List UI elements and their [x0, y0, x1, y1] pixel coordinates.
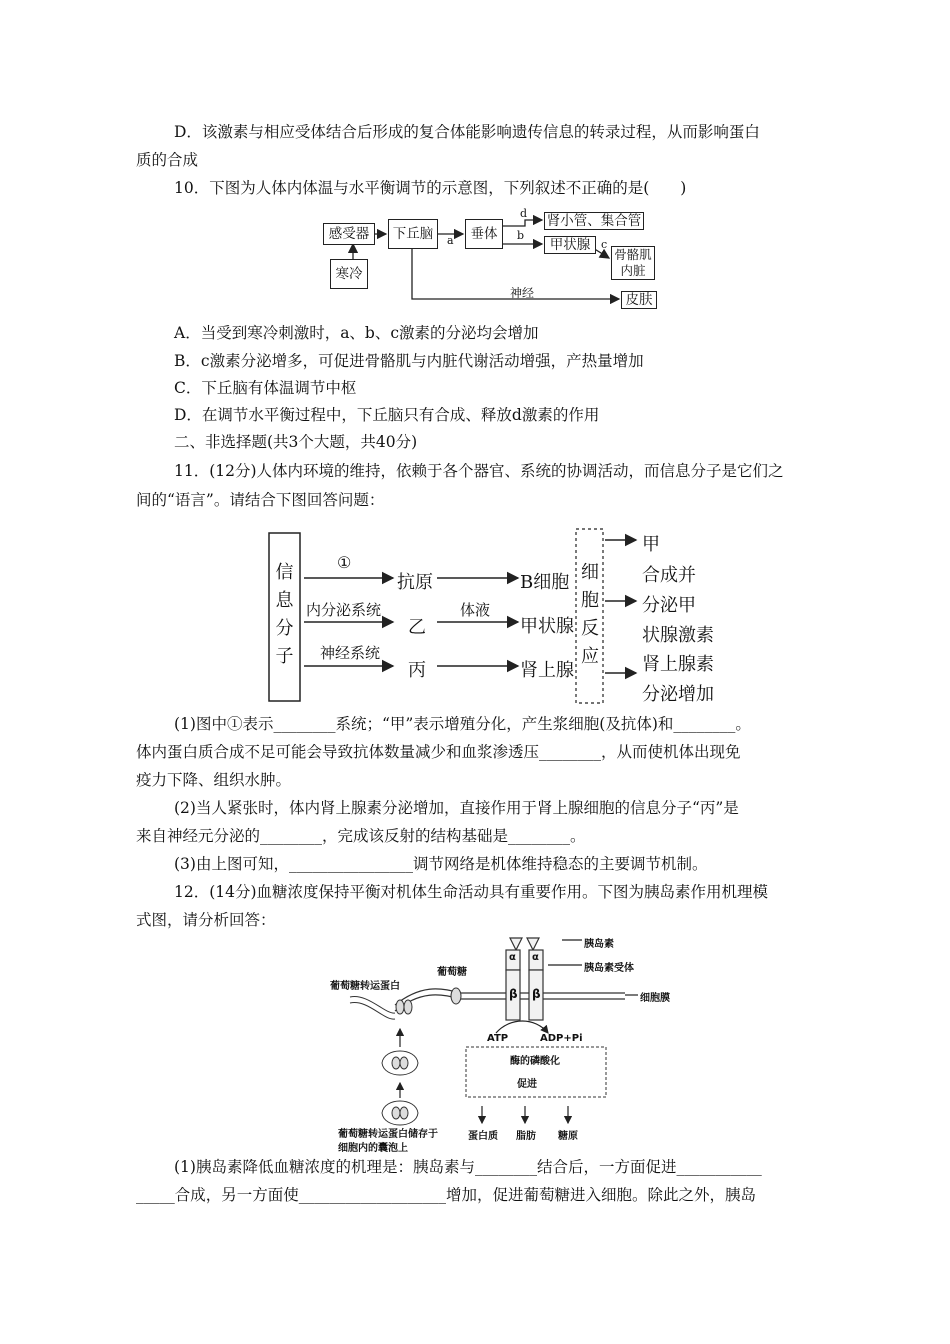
- bing-label: 丙: [408, 660, 426, 681]
- cold-box: 寒冷: [330, 259, 368, 289]
- result-2: 合成并: [642, 565, 696, 586]
- glycogen-label: 糖原: [558, 1131, 578, 1142]
- resp-char-4: 应: [581, 646, 599, 667]
- vesicle-label-1: 葡萄糖转运蛋白储存于: [338, 1129, 438, 1140]
- q11-p1-line3: 疫力下降、组织水肿。: [136, 771, 292, 789]
- cell-response-label: [578, 559, 602, 671]
- q10-option-d: D．在调节水平衡过程中，下丘脑只有合成、释放d激素的作用: [174, 406, 600, 424]
- nervous-label: 神经系统: [320, 644, 381, 662]
- q11-p3: (3)由上图可知，________________调节网络是机体维持稳态的主要调节机制。: [174, 855, 708, 873]
- adp-label: ADP+Pi: [540, 1033, 583, 1044]
- q9-option-d-line2: 质的合成: [136, 151, 199, 169]
- enzyme-label: 酶的磷酸化: [510, 1056, 560, 1067]
- q11-stem-line1: 11．(12分)人体内环境的维持，依赖于各个器官、系统的协调活动，而信息分子是它们之: [174, 462, 784, 480]
- body-fluid-label: 体液: [460, 601, 491, 619]
- label-b: b: [517, 229, 525, 242]
- thyroid-label: 甲状腺: [520, 616, 574, 637]
- resp-char-2: 胞: [581, 590, 599, 611]
- beta-label-2: β: [532, 987, 541, 1001]
- fat-label: 脂肪: [516, 1131, 536, 1142]
- beta-label-1: β: [509, 987, 518, 1001]
- b-cell-label: B细胞: [520, 572, 570, 593]
- q12-p1-line1: (1)胰岛素降低血糖浓度的机理是：胰岛素与________结合后，一方面促进___________: [174, 1158, 762, 1176]
- antigen-label: 抗原: [397, 572, 433, 593]
- label-d: d: [520, 207, 528, 220]
- q9-option-d-line1: D．该激素与相应受体结合后形成的复合体能影响遗传信息的转录过程，从而影响蛋白: [174, 123, 760, 141]
- protein-label: 蛋白质: [468, 1131, 498, 1142]
- label-c: c: [601, 238, 608, 251]
- alpha-label-1: α: [509, 952, 516, 963]
- insulin-receptor-shape: [506, 938, 543, 1020]
- receptor-label: 胰岛素受体: [584, 963, 634, 974]
- q11-p2-line2: 来自神经元分泌的________，完成该反射的结构基础是________。: [136, 827, 586, 845]
- nerve-label: 神经: [510, 286, 535, 300]
- yi-label: 乙: [408, 617, 426, 638]
- pituitary-box: 垂体: [465, 219, 503, 249]
- transporter-label: 葡萄糖转运蛋白: [330, 981, 400, 992]
- atp-label: ATP: [487, 1033, 509, 1044]
- info-char-1: 信: [275, 562, 294, 583]
- q10-diagram: [320, 204, 670, 316]
- info-molecule-label: [272, 559, 297, 671]
- vesicle-label-2: 细胞内的囊泡上: [338, 1143, 408, 1154]
- resp-char-3: 反: [581, 618, 599, 639]
- result-5: 肾上腺素: [642, 654, 714, 675]
- glucose-label: 葡萄糖: [437, 967, 467, 978]
- thyroid-box: 甲状腺: [544, 236, 596, 254]
- q12-stem-line1: 12．(14分)血糖浓度保持平衡对机体生命活动具有重要作用。下图为胰岛素作用机理模: [174, 883, 769, 901]
- q11-stem-line2: 间的“语言”。请结合下图回答问题：: [136, 491, 385, 509]
- q10-option-c: C．下丘脑有体温调节中枢: [174, 379, 357, 397]
- kidney-box: 肾小管、集合管: [544, 212, 644, 230]
- circle-one-label: ①: [337, 553, 352, 572]
- skin-box: 皮肤: [621, 291, 657, 309]
- q10-option-b: B．c激素分泌增多，可促进骨骼肌与内脏代谢活动增强，产热量增加: [174, 352, 644, 370]
- q12-stem-line2: 式图，请分析回答：: [136, 911, 276, 929]
- q10-stem: 10．下图为人体内体温与水平衡调节的示意图，下列叙述不正确的是( ): [174, 179, 687, 197]
- endocrine-label: 内分泌系统: [306, 601, 382, 619]
- info-char-4: 子: [275, 646, 294, 667]
- q10-option-a: A．当受到寒冷刺激时，a、b、c激素的分泌均会增加: [174, 324, 539, 342]
- muscle-box: [611, 246, 655, 280]
- resp-char-1: 细: [581, 562, 599, 583]
- muscle-label-2: 内脏: [620, 263, 646, 278]
- result-1: 甲: [642, 534, 660, 555]
- result-6: 分泌增加: [642, 684, 714, 705]
- info-char-3: 分: [275, 618, 294, 639]
- q11-diagram: [262, 525, 732, 705]
- info-char-2: 息: [275, 590, 294, 611]
- q12-p1-line2: _____合成，另一方面使___________________增加，促进葡萄糖进入细胞。除此之外，胰岛: [136, 1186, 757, 1204]
- membrane-label: 细胞膜: [640, 993, 670, 1004]
- q12-diagram: [320, 935, 680, 1153]
- q11-p1-line1: (1)图中①表示________系统；“甲”表示增殖分化，产生浆细胞(及抗体)和________。: [174, 715, 751, 733]
- promote-label: 促进: [517, 1079, 537, 1090]
- adrenal-label: 肾上腺: [520, 660, 574, 681]
- insulin-label: 胰岛素: [584, 939, 614, 950]
- receptor-box: 感受器: [323, 223, 375, 245]
- label-a: a: [447, 234, 454, 247]
- result-3: 分泌甲: [642, 595, 696, 616]
- q11-p1-line2: 体内蛋白质合成不足可能会导致抗体数量减少和血浆渗透压________，从而使机体出现免: [136, 743, 741, 761]
- result-4: 状腺激素: [642, 625, 714, 646]
- hypothalamus-box: 下丘脑: [388, 219, 438, 249]
- q11-p2-line1: (2)当人紧张时，体内肾上腺素分泌增加，直接作用于肾上腺细胞的信息分子“丙”是: [174, 799, 739, 817]
- muscle-label-1: 骨骼肌: [614, 247, 652, 262]
- section2-heading: 二、非选择题(共3个大题，共40分): [174, 433, 418, 451]
- alpha-label-2: α: [532, 952, 539, 963]
